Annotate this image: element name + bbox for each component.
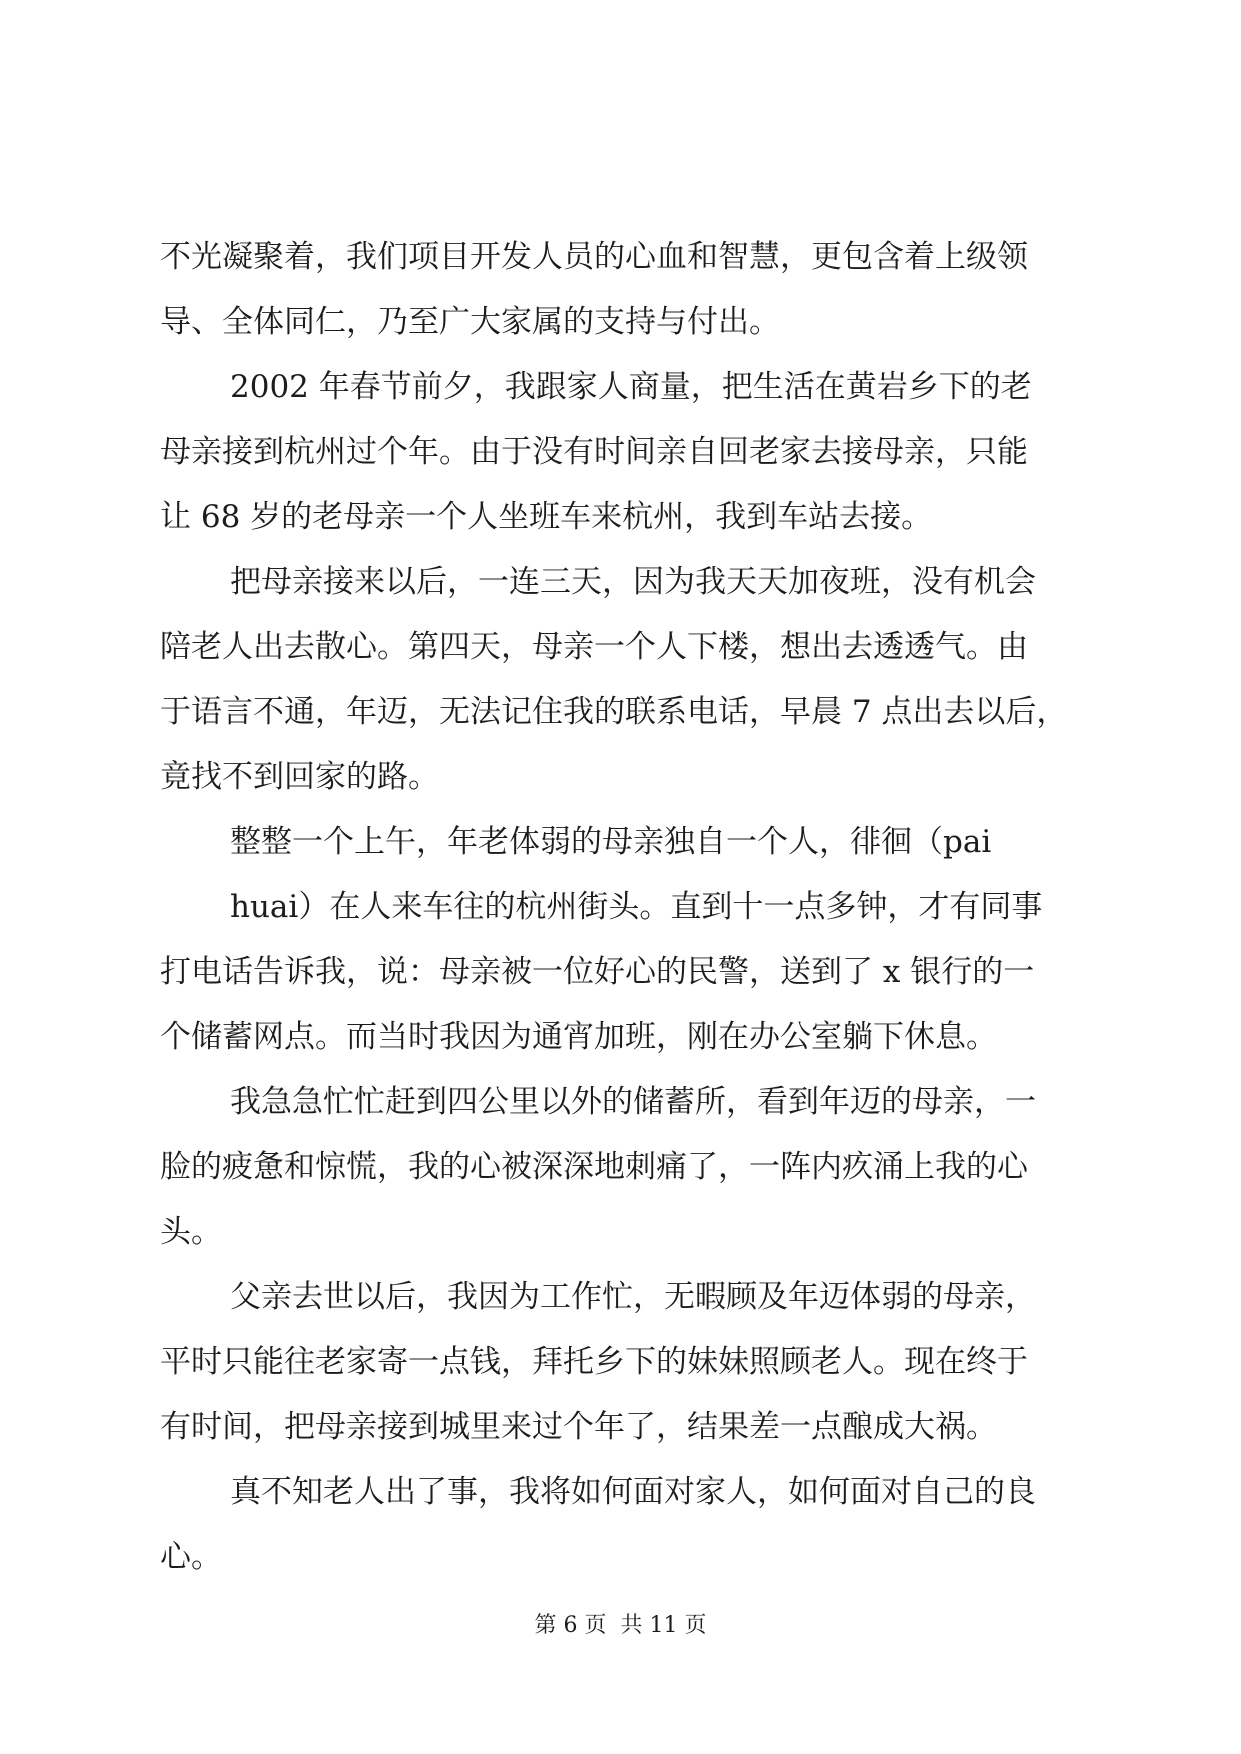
text-line: [0, 1537, 1241, 1577]
text-line: [0, 692, 1241, 732]
text-line-content: huai）在人来车往的杭州街头。直到十一点多钟，才有同事: [230, 889, 1043, 925]
text-line: [0, 952, 1241, 992]
text-line: [0, 627, 1241, 667]
text-line-content: 导、全体同仁，乃至广大家属的支持与付出。: [160, 304, 780, 340]
text-line-content: 父亲去世以后，我因为工作忙，无暇顾及年迈体弱的母亲，: [230, 1279, 1036, 1315]
text-line-content: 真不知老人出了事，我将如何面对家人，如何面对自己的良: [230, 1474, 1036, 1510]
text-line: [0, 367, 1241, 407]
text-line-content: 把母亲接来以后，一连三天，因为我天天加夜班，没有机会: [230, 564, 1036, 600]
text-line-content: 我急急忙忙赶到四公里以外的储蓄所，看到年迈的母亲，一: [230, 1084, 1036, 1120]
text-line-content: 心。: [160, 1539, 222, 1575]
text-line-content: 头。: [160, 1214, 222, 1250]
text-line: [0, 302, 1241, 342]
text-line: [0, 432, 1241, 472]
text-line-content: 不光凝聚着，我们项目开发人员的心血和智慧，更包含着上级领: [160, 239, 1028, 275]
text-line-content: 脸的疲惫和惊慌，我的心被深深地刺痛了，一阵内疚涌上我的心: [160, 1149, 1028, 1185]
text-line: [0, 1407, 1241, 1447]
text-line-content: 整整一个上午，年老体弱的母亲独自一个人，徘徊（pai: [230, 824, 992, 860]
text-line: [0, 562, 1241, 602]
text-line: [0, 757, 1241, 797]
page-number-footer: 第 6 页 共 11 页: [534, 1613, 707, 1638]
text-line-content: 陪老人出去散心。第四天，母亲一个人下楼，想出去透透气。由: [160, 629, 1028, 665]
text-line-content: 个储蓄网点。而当时我因为通宵加班，刚在办公室躺下休息。: [160, 1019, 997, 1055]
text-line-content: 母亲接到杭州过个年。由于没有时间亲自回老家去接母亲，只能: [160, 434, 1028, 470]
text-line-content: 竟找不到回家的路。: [160, 759, 439, 795]
text-line: [0, 1212, 1241, 1252]
text-line: [0, 1342, 1241, 1382]
text-line: [0, 822, 1241, 862]
text-line-content: 打电话告诉我，说：母亲被一位好心的民警，送到了 x 银行的一: [160, 954, 1035, 990]
text-line: [0, 1147, 1241, 1187]
text-line-content: 让 68 岁的老母亲一个人坐班车来杭州，我到车站去接。: [160, 499, 933, 535]
text-line: [0, 887, 1241, 927]
text-line-content: 有时间，把母亲接到城里来过个年了，结果差一点酿成大祸。: [160, 1409, 997, 1445]
text-line: [0, 497, 1241, 537]
text-line-content: 2002 年春节前夕，我跟家人商量，把生活在黄岩乡下的老: [230, 369, 1032, 405]
text-line-content: 于语言不通，年迈，无法记住我的联系电话，早晨 7 点出去以后，: [160, 694, 1068, 730]
text-line: [0, 1472, 1241, 1512]
text-line-content: 平时只能往老家寄一点钱，拜托乡下的妹妹照顾老人。现在终于: [160, 1344, 1028, 1380]
text-line: [0, 237, 1241, 277]
text-line: [0, 1082, 1241, 1122]
text-line: [0, 1017, 1241, 1057]
text-line: [0, 1277, 1241, 1317]
